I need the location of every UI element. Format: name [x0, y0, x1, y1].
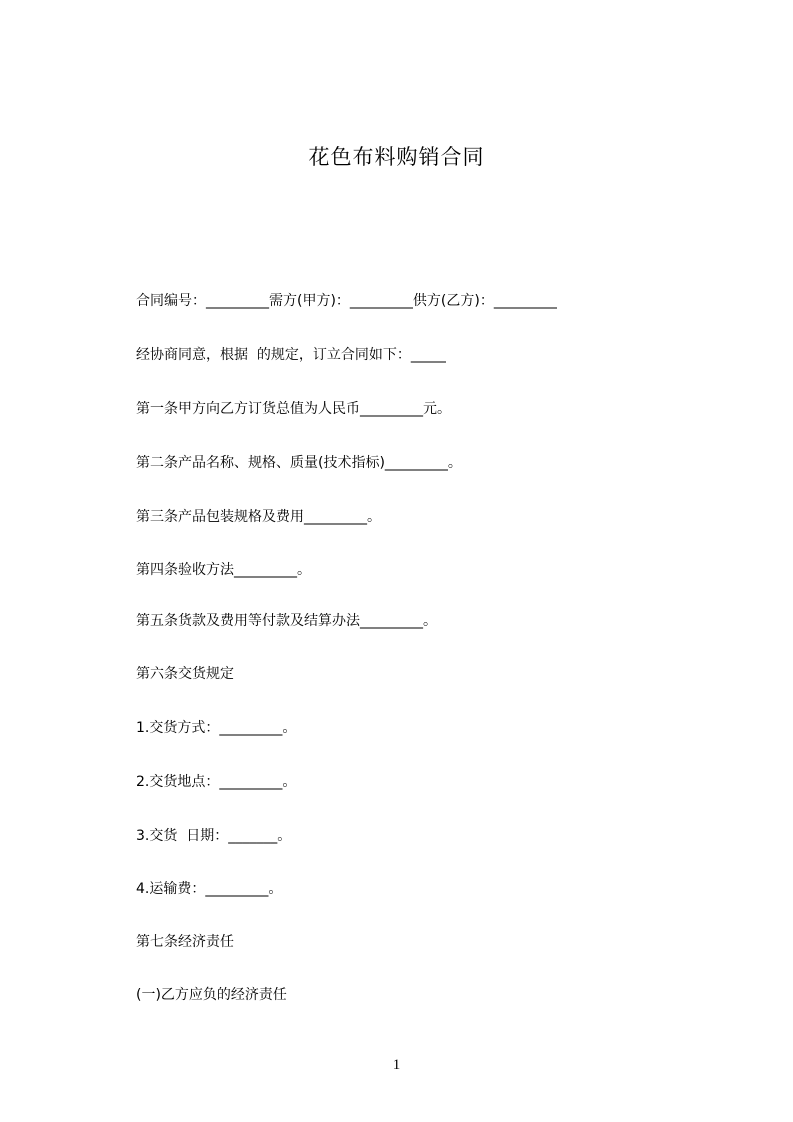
- transport-fee-line: 4.运输费：_________。: [136, 881, 283, 897]
- article-5: 第五条货款及费用等付款及结算办法_________。: [136, 613, 437, 629]
- delivery-method-line: 1.交货方式：_________。: [136, 720, 297, 736]
- contract-header-line: 合同编号：_________需方(甲方)：_________供方(乙方)：_________: [136, 293, 557, 309]
- document-title: 花色布料购销合同: [308, 145, 485, 169]
- article-4: 第四条验收方法_________。: [136, 562, 311, 578]
- page-number: 1: [392, 1057, 401, 1073]
- preamble-line: 经协商同意，根据 的规定，订立合同如下：_____: [136, 347, 446, 363]
- delivery-date-line: 3.交货 日期：_______。: [136, 828, 292, 844]
- article-6-heading: 第六条交货规定: [136, 666, 234, 682]
- article-1: 第一条甲方向乙方订货总值为人民币_________元。: [136, 401, 451, 417]
- delivery-location-line: 2.交货地点：_________。: [136, 774, 297, 790]
- party-b-liability-heading: (一)乙方应负的经济责任: [136, 987, 287, 1003]
- article-3: 第三条产品包装规格及费用_________。: [136, 509, 381, 525]
- article-7-heading: 第七条经济责任: [136, 934, 234, 950]
- article-2: 第二条产品名称、规格、质量(技术指标)_________。: [136, 455, 462, 471]
